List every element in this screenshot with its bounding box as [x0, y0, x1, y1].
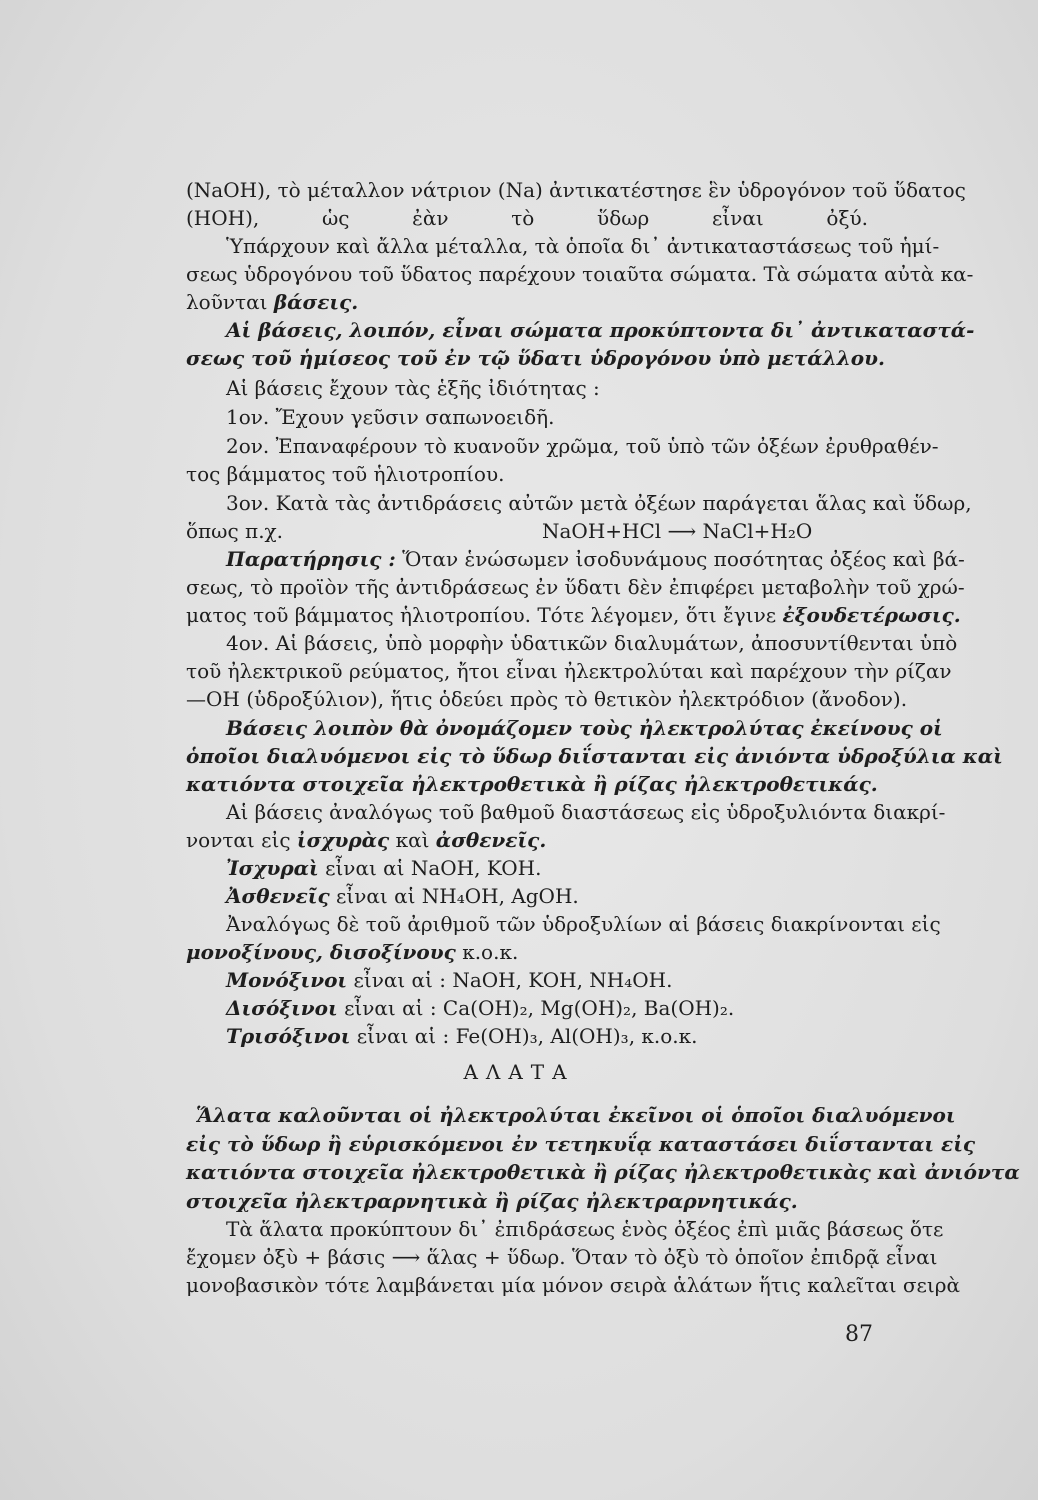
text-span: εἶναι αἱ : Fe(OH)₃, Al(OH)₃, κ.ο.κ. [356, 1024, 698, 1048]
text-line [226, 547, 965, 571]
definition-line: Ἅλατα καλοῦνται οἱ ἠλεκτρολύται ἐκεῖνοι οἱ ὁποῖοι διαλυόμενοι [196, 1103, 956, 1127]
emphasis-term: Μονόξινοι [226, 968, 348, 992]
definition-line: Αἱ βάσεις, λοιπόν, εἶναι σώματα προκύπτοντα δι᾽ ἀντικαταστά- [226, 318, 975, 342]
text-line: Αἱ βάσεις ἀναλόγως τοῦ βαθμοῦ διαστάσεως εἰς ὑδροξυλιόντα διακρί- [226, 800, 946, 824]
text-line [186, 603, 961, 627]
emphasis-term: ἐξουδετέρωσις. [782, 603, 961, 627]
text-line [226, 884, 868, 908]
text-span: λοῦνται [186, 290, 268, 314]
text-span: εἶναι αἱ : Ca(OH)₂, Mg(OH)₂, Ba(OH)₂. [344, 996, 735, 1020]
text-span: εἶναι αἱ NaOH, KOH. [325, 856, 542, 880]
emphasis-term: Ἰσχυραὶ [226, 856, 319, 880]
text-line: μονοβασικὸν τότε λαμβάνεται μία μόνον σειρὰ ἁλάτων ἥτις καλεῖται σειρὰ [186, 1273, 961, 1297]
text-line: Ἀναλόγως δὲ τοῦ ἀριθμοῦ τῶν ὑδροξυλίων αἱ βάσεις διακρίνονται εἰς [226, 912, 941, 936]
text-span: ὅπως π.χ. [186, 519, 284, 543]
section-heading: ΑΛΑΤΑ [463, 1060, 575, 1084]
emphasis-term: Δισόξινοι [226, 996, 338, 1020]
text-line: τοῦ ἠλεκτρικοῦ ρεύματος, ἤτοι εἶναι ἠλεκτρολύται καὶ παρέχουν τὴν ρίζαν [186, 659, 952, 683]
text-line [186, 206, 868, 230]
text-line: ἔχομεν ὀξὺ + βάσις ⟶ ἅλας + ὕδωρ. Ὅταν τὸ ὀξὺ τὸ ὁποῖον ἐπιδρᾷ εἶναι [186, 1245, 938, 1269]
text-line: Τὰ ἅλατα προκύπτουν δι᾽ ἐπιδράσεως ἑνὸς ὀξέος ἐπὶ μιᾶς βάσεως ὅτε [226, 1217, 944, 1241]
text-span: καὶ [395, 828, 430, 852]
text-line: σεως, τὸ προϊὸν τῆς ἀντιδράσεως ἐν ὕδατι δὲν ἐπιφέρει μεταβολὴν τοῦ χρώ- [186, 575, 965, 599]
text-line [226, 996, 868, 1020]
definition-line: Βάσεις λοιπὸν θὰ ὀνομάζομεν τοὺς ἠλεκτρολύτας ἐκείνους οἱ [226, 716, 943, 740]
text-line [186, 940, 868, 964]
text-line [226, 968, 868, 992]
text-span: νονται εἰς [186, 828, 291, 852]
definition-line: κατιόντα στοιχεῖα ἠλεκτροθετικὰ ἢ ρίζας ἠλεκτροθετικάς. [186, 772, 878, 796]
text-span: κ.ο.κ. [462, 940, 519, 964]
property-3: 3ον. Κατὰ τὰς ἀντιδράσεις αὐτῶν μετὰ ὀξέων παράγεται ἅλας καὶ ὕδωρ, [226, 491, 972, 515]
property-2: 2ον. Ἐπαναφέρουν τὸ κυανοῦν χρῶμα, τοῦ ὑπὸ τῶν ὀξέων ἐρυθραθέν- [226, 434, 939, 458]
emphasis-term: Τρισόξινοι [226, 1024, 351, 1048]
emphasis-term: ἀσθενεῖς. [435, 828, 547, 852]
text-line [186, 828, 868, 852]
text-line: Αἱ βάσεις ἔχουν τὰς ἑξῆς ἰδιότητας : [226, 376, 600, 400]
text-span: ματος τοῦ βάμματος ἡλιοτροπίου. Τότε λέγομεν, ὅτι ἔγινε [186, 603, 777, 627]
definition-line: σεως τοῦ ἡμίσεος τοῦ ἐν τῷ ὕδατι ὑδρογόνου ὑπὸ μετάλλου. [186, 346, 885, 370]
text-line: τος βάμματος τοῦ ἡλιοτροπίου. [186, 462, 505, 486]
definition-line: εἰς τὸ ὕδωρ ἢ εὑρισκόμενοι ἐν τετηκυΐᾳ καταστάσει διΐστανται εἰς [186, 1132, 976, 1156]
text-line [186, 290, 868, 314]
text-line: (NaOH), τὸ μέταλλον νάτριον (Na) ἀντικατέστησε ἓν ὑδρογόνον τοῦ ὕδατος [186, 178, 966, 202]
text-line [226, 1024, 868, 1048]
text-span: εἶναι αἱ NH₄OH, AgOH. [336, 884, 579, 908]
chemical-equation: NaOH+HCl ⟶ NaCl+H₂O [542, 519, 813, 543]
page-number: 87 [845, 1322, 873, 1347]
text-line: —OH (ὑδροξύλιον), ἥτις ὁδεύει πρὸς τὸ θετικὸν ἠλεκτρόδιον (ἄνοδον). [186, 687, 908, 711]
text-line [186, 519, 868, 543]
text-line: σεως ὑδρογόνου τοῦ ὕδατος παρέχουν τοιαῦτα σώματα. Τὰ σώματα αὐτὰ κα- [186, 262, 974, 286]
text-line [226, 856, 868, 880]
definition-line: κατιόντα στοιχεῖα ἠλεκτροθετικὰ ἢ ρίζας ἠλεκτροθετικὰς καὶ ἀνιόντα [186, 1160, 1020, 1184]
note-label: Παρατήρησις : [226, 547, 396, 571]
text-span: εἶναι αἱ : NaOH, KOH, NH₄OH. [353, 968, 673, 992]
definition-line: ὁποῖοι διαλυόμενοι εἰς τὸ ὕδωρ διΐστανται εἰς ἀνιόντα ὑδροξύλια καὶ [186, 744, 1003, 768]
property-1: 1ον. Ἔχουν γεῦσιν σαπωνοειδῆ. [226, 405, 555, 429]
text-span: Ὅταν ἑνώσωμεν ἰσοδυνάμους ποσότητας ὀξέος καὶ βά- [402, 547, 965, 571]
emphasis-term: μονοξίνους, δισοξίνους [186, 940, 456, 964]
property-4: 4ον. Αἱ βάσεις, ὑπὸ μορφὴν ὑδατικῶν διαλυμάτων, ἀποσυντίθενται ὑπὸ [226, 631, 958, 655]
emphasis-term: Ἀσθενεῖς [226, 884, 330, 908]
emphasis-term: ἰσχυρὰς [296, 828, 390, 852]
definition-line: στοιχεῖα ἠλεκτραρνητικὰ ἢ ρίζας ἠλεκτραρνητικάς. [186, 1189, 798, 1213]
text-span: (HOH), ὡς ἐὰν τὸ ὕδωρ εἶναι ὀξύ. [186, 206, 868, 230]
text-line: Ὑπάρχουν καὶ ἄλλα μέταλλα, τὰ ὁποῖα δι᾽ ἀντικαταστάσεως τοῦ ἡμί- [226, 234, 940, 258]
emphasis-term: βάσεις. [273, 290, 359, 314]
